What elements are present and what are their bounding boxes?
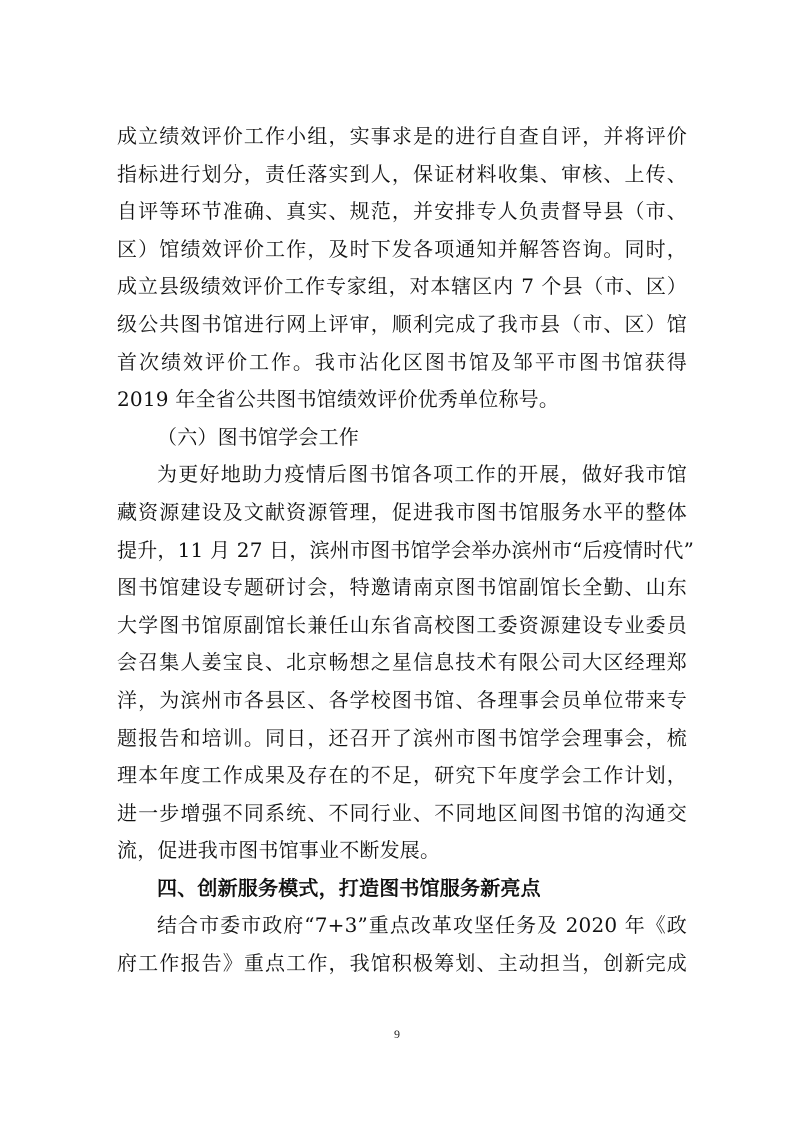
paragraph-performance-evaluation bbox=[117, 118, 687, 419]
text-line: 图书馆建设专题研讨会，特邀请南京图书馆副馆长全勤、山东 bbox=[117, 575, 687, 600]
text-line: 结合市委市政府“7+3”重点改革攻坚任务及 2020 年《政 bbox=[157, 913, 687, 938]
text-line: 洋，为滨州市各县区、各学校图书馆、各理事会员单位带来专 bbox=[117, 687, 687, 712]
text-line: 成立县级绩效评价工作专家组，对本辖区内 7 个县（市、区） bbox=[117, 274, 687, 299]
text-line: 题报告和培训。同日，还召开了滨州市图书馆学会理事会，梳 bbox=[117, 725, 687, 750]
text-line: 藏资源建设及文献资源管理，促进我市图书馆服务水平的整体 bbox=[117, 499, 687, 524]
text-line: 区）馆绩效评价工作，及时下发各项通知并解答咨询。同时， bbox=[117, 236, 687, 261]
text-line: 自评等环节准确、真实、规范，并安排专人负责督导县（市、 bbox=[117, 199, 687, 224]
document-body bbox=[117, 118, 695, 983]
page-number: 9 bbox=[394, 1027, 400, 1041]
text-line: 进一步增强不同系统、不同行业、不同地区间图书馆的沟通交 bbox=[117, 800, 687, 825]
text-line: 指标进行划分，责任落实到人，保证材料收集、审核、上传、 bbox=[117, 161, 687, 186]
text-line: 会召集人姜宝良、北京畅想之星信息技术有限公司大区经理郑 bbox=[117, 650, 687, 675]
section-heading-innovation: 四、创新服务模式，打造图书馆服务新亮点 bbox=[157, 875, 541, 900]
text-line: 府工作报告》重点工作，我馆积极筹划、主动担当，创新完成 bbox=[117, 951, 687, 976]
text-line: 为更好地助力疫情后图书馆各项工作的开展，做好我市馆 bbox=[157, 462, 687, 487]
text-line: 流，促进我市图书馆事业不断发展。 bbox=[117, 838, 441, 863]
paragraph-innovation bbox=[117, 907, 687, 982]
text-line: 2019 年全省公共图书馆绩效评价优秀单位称号。 bbox=[117, 387, 560, 412]
text-line: 大学图书馆原副馆长兼任山东省高校图工委资源建设专业委员 bbox=[117, 612, 687, 637]
section-heading-library-society: （六）图书馆学会工作 bbox=[157, 424, 359, 449]
text-line: 提升，11 月 27 日，滨州市图书馆学会举办滨州市“后疫情时代” bbox=[117, 537, 695, 562]
text-line: 成立绩效评价工作小组，实事求是的进行自查自评，并将评价 bbox=[117, 124, 687, 148]
text-line: 理本年度工作成果及存在的不足，研究下年度学会工作计划， bbox=[117, 763, 687, 788]
text-line: 首次绩效评价工作。我市沾化区图书馆及邹平市图书馆获得 bbox=[117, 349, 687, 374]
text-line: 级公共图书馆进行网上评审，顺利完成了我市县（市、区）馆 bbox=[117, 311, 687, 336]
paragraph-library-society bbox=[117, 456, 695, 870]
